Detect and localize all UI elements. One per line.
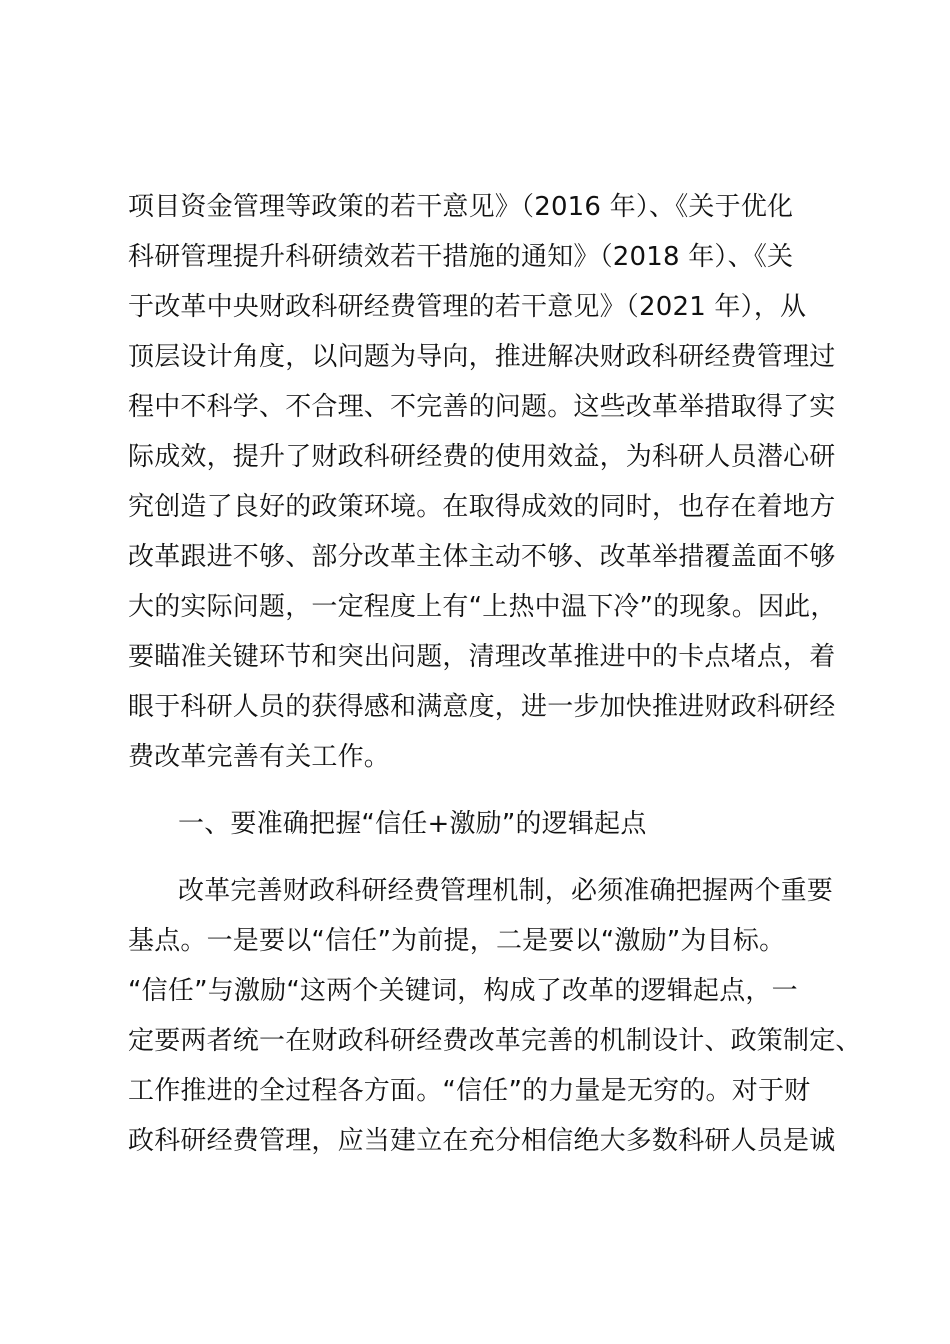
section-heading: 一、要准确把握“信任+激励”的逻辑起点: [178, 809, 647, 839]
paragraph-1-line-8: 改革跟进不够、部分改革主体主动不够、改革举措覆盖面不够: [128, 542, 836, 572]
paragraph-2-line-1: 改革完善财政科研经费管理机制，必须准确把握两个重要: [178, 876, 834, 906]
paragraph-1-line-3: 于改革中央财政科研经费管理的若干意见》（2021 年），从: [128, 292, 807, 322]
paragraph-1-line-11: 眼于科研人员的获得感和满意度，进一步加快推进财政科研经: [128, 692, 836, 722]
paragraph-1-line-1: 项目资金管理等政策的若干意见》（2016 年）、《关于优化: [128, 192, 794, 222]
paragraph-1-line-2: 科研管理提升科研绩效若干措施的通知》（2018 年）、《关: [128, 242, 794, 272]
paragraph-1-line-6: 际成效，提升了财政科研经费的使用效益，为科研人员潜心研: [128, 442, 836, 472]
paragraph-1-line-9: 大的实际问题，一定程度上有“上热中温下冷”的现象。因此，: [128, 592, 837, 622]
paragraph-2-line-5: 工作推进的全过程各方面。“信任”的力量是无穷的。对于财: [128, 1076, 811, 1106]
paragraph-2-line-2: 基点。一是要以“信任”为前提，二是要以“激励”为目标。: [128, 926, 786, 956]
paragraph-2-line-4: 定要两者统一在财政科研经费改革完善的机制设计、政策制定、: [128, 1026, 862, 1056]
paragraph-1-line-5: 程中不科学、不合理、不完善的问题。这些改革举措取得了实: [128, 392, 836, 422]
paragraph-1-line-10: 要瞄准关键环节和突出问题，清理改革推进中的卡点堵点，着: [128, 642, 836, 672]
paragraph-1-line-12: 费改革完善有关工作。: [128, 742, 391, 772]
paragraph-1-line-7: 究创造了良好的政策环境。在取得成效的同时，也存在着地方: [128, 492, 836, 522]
paragraph-2-line-3: “信任”与激励“这两个关键词，构成了改革的逻辑起点，一: [128, 976, 798, 1006]
paragraph-1-line-4: 顶层设计角度，以问题为导向，推进解决财政科研经费管理过: [128, 342, 836, 372]
paragraph-2-line-6: 政科研经费管理，应当建立在充分相信绝大多数科研人员是诚: [128, 1126, 836, 1156]
